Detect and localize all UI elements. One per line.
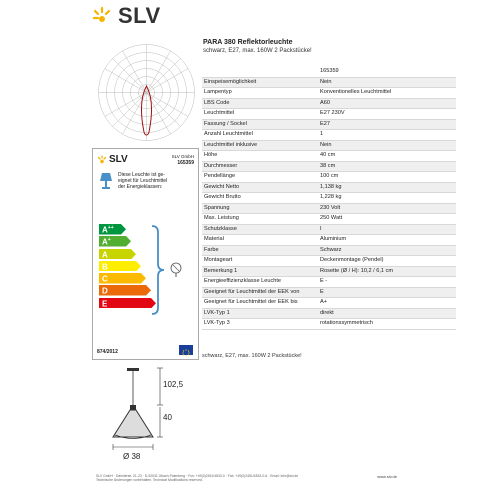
spec-value: 38 cm <box>320 162 336 169</box>
spec-value: 1,228 kg <box>320 194 342 201</box>
spec-key: Energieeffizienzklasse Leuchte <box>204 278 282 285</box>
energy-class-letter: A++ <box>102 224 114 235</box>
spec-key: Einspeisemöglichkeit <box>204 78 257 85</box>
footer-website: www.slv.de <box>377 474 397 479</box>
spec-key: Gewicht Brutto <box>204 194 241 201</box>
spec-value: 1 <box>320 131 324 138</box>
spec-value: E27 <box>320 120 330 127</box>
spec-value: E <box>320 288 324 295</box>
energy-class-scale <box>99 224 114 310</box>
spec-row <box>202 267 456 278</box>
energy-class-letter: D <box>102 287 108 297</box>
spec-key: Leuchtmittel inklusive <box>204 141 258 148</box>
label-company: SLV GmbH <box>171 154 194 159</box>
brand-name: SLV <box>118 3 161 28</box>
sun-logo-icon <box>92 6 112 26</box>
spec-key: Geeignet für Leuchtmittel der EEK bis <box>204 299 298 306</box>
spec-key: Material <box>204 236 224 243</box>
spec-row <box>202 172 456 183</box>
spec-value: Schwarz <box>320 246 342 253</box>
light-distribution-diagram <box>94 40 199 145</box>
regulation-number: 874/2012 <box>97 349 118 355</box>
dimension-pendant-length: 102,5 <box>163 380 184 389</box>
spec-value: E27 230V <box>320 110 345 117</box>
spec-key: Anzahl Leuchtmittel <box>204 131 253 138</box>
spec-row <box>202 235 456 246</box>
spec-value: 230 Volt <box>320 204 341 211</box>
spec-key: Spannung <box>204 204 230 211</box>
spec-row <box>202 319 456 330</box>
spec-row <box>202 204 456 215</box>
spec-key: Geeignet für Leuchtmittel der EEK von <box>204 288 300 295</box>
energy-class-bar <box>99 224 114 235</box>
spec-row <box>202 67 456 78</box>
dimension-height: 40 <box>163 413 172 422</box>
spec-value: Konventionelles Leuchtmittel <box>320 89 392 96</box>
energy-class-bar <box>99 249 114 260</box>
compat-bracket-icon <box>148 224 193 316</box>
label-sun-icon <box>97 155 107 165</box>
spec-row <box>202 183 456 194</box>
lamp-icon <box>99 172 113 190</box>
compat-text: Diese Leuchte ist ge- eignet für Leuchtmittel der Energieklassen: <box>118 172 168 190</box>
eu-flag-icon <box>179 345 193 355</box>
spec-value: I <box>320 225 322 232</box>
spec-row <box>202 288 456 299</box>
spec-key: Bemerkung 1 <box>204 267 238 274</box>
spec-value: Nein <box>320 141 332 148</box>
energy-class-letter: B <box>102 262 108 272</box>
energy-class-letter: A+ <box>102 237 111 247</box>
spec-key: Schutzklasse <box>204 225 237 232</box>
label-logo: SLV <box>97 154 128 165</box>
spec-value: rotationssymmetrisch <box>320 320 373 327</box>
spec-row <box>202 193 456 204</box>
energy-class-bar <box>99 298 114 309</box>
spec-row <box>202 256 456 267</box>
spec-key: Leuchtmittel <box>204 110 235 117</box>
spec-row <box>202 99 456 110</box>
energy-label <box>92 148 199 360</box>
spec-row <box>202 88 456 99</box>
spec-key: Montageart <box>204 257 233 264</box>
spec-value: 165359 <box>320 68 339 75</box>
spec-table <box>202 67 456 330</box>
spec-key: LBS Code <box>204 99 230 106</box>
product-title: PARA 380 Reflektorleuchte <box>203 39 293 46</box>
energy-class-letter: C <box>102 274 108 284</box>
spec-row <box>202 309 456 320</box>
slv-logo <box>92 3 161 28</box>
energy-class-letter: A <box>102 250 108 260</box>
spec-key: LVK-Typ 3 <box>204 320 230 327</box>
spec-value: 40 cm <box>320 152 336 159</box>
energy-class-bar <box>99 273 114 284</box>
spec-value: Deckenmontage (Pendel) <box>320 257 384 264</box>
spec-value: A60 <box>320 99 330 106</box>
energy-class-bar <box>99 285 114 296</box>
spec-row <box>202 130 456 141</box>
product-header <box>203 38 312 55</box>
spec-value: Aluminium <box>320 236 347 243</box>
spec-row <box>202 141 456 152</box>
spec-key: Fassung / Sockel <box>204 120 247 127</box>
spec-row <box>202 109 456 120</box>
spec-row <box>202 298 456 309</box>
energy-class-letter: E <box>102 299 108 309</box>
product-subtitle: schwarz, E27, max. 160W 2 Packstücke! <box>203 48 312 54</box>
energy-class-bar <box>99 261 114 272</box>
spec-value: Nein <box>320 78 332 85</box>
spec-value: 1,138 kg <box>320 183 342 190</box>
spec-key: Durchmesser <box>204 162 238 169</box>
spec-value: 250 Watt <box>320 215 343 222</box>
spec-value: E - <box>320 278 328 285</box>
footer-address: SLV GmbH · Daimlerstr. 21-23 · D-52531 Übach-Palenberg · Fon: +49(0)2451/4833-0 · Fax: +49(0)2451/4833-0-6 · Email: info@slv.de Technische Änderungen vorbehalten. Technical Modifications reserved. <box>96 474 299 482</box>
spec-key: Höhe <box>204 152 218 159</box>
energy-class-bar <box>99 236 114 247</box>
spec-value: direkt <box>320 309 334 316</box>
spec-key: Farbe <box>204 246 219 253</box>
dimension-diameter: Ø 38 <box>123 452 141 461</box>
spec-row <box>202 151 456 162</box>
spec-row <box>202 277 456 288</box>
spec-row <box>202 120 456 131</box>
spec-row <box>202 78 456 89</box>
spec-row <box>202 214 456 225</box>
bottom-caption: schwarz, E27, max. 160W 2 Packstücke! <box>202 353 302 359</box>
spec-row <box>202 225 456 236</box>
polar-grid <box>99 45 195 141</box>
spec-value: A+ <box>320 299 327 306</box>
label-article-code: 165359 <box>177 160 194 166</box>
spec-row <box>202 162 456 173</box>
spec-key: Gewicht Netto <box>204 183 240 190</box>
spec-value: Rosette (Ø / H): 10,2 / 6,1 cm <box>320 267 394 274</box>
spec-key: Lampentyp <box>204 89 232 96</box>
spec-key: Pendellänge <box>204 173 236 180</box>
spec-key: LVK-Typ 1 <box>204 309 230 316</box>
spec-key: Max. Leistung <box>204 215 239 222</box>
spec-value: 100 cm <box>320 173 339 180</box>
spec-row <box>202 246 456 257</box>
